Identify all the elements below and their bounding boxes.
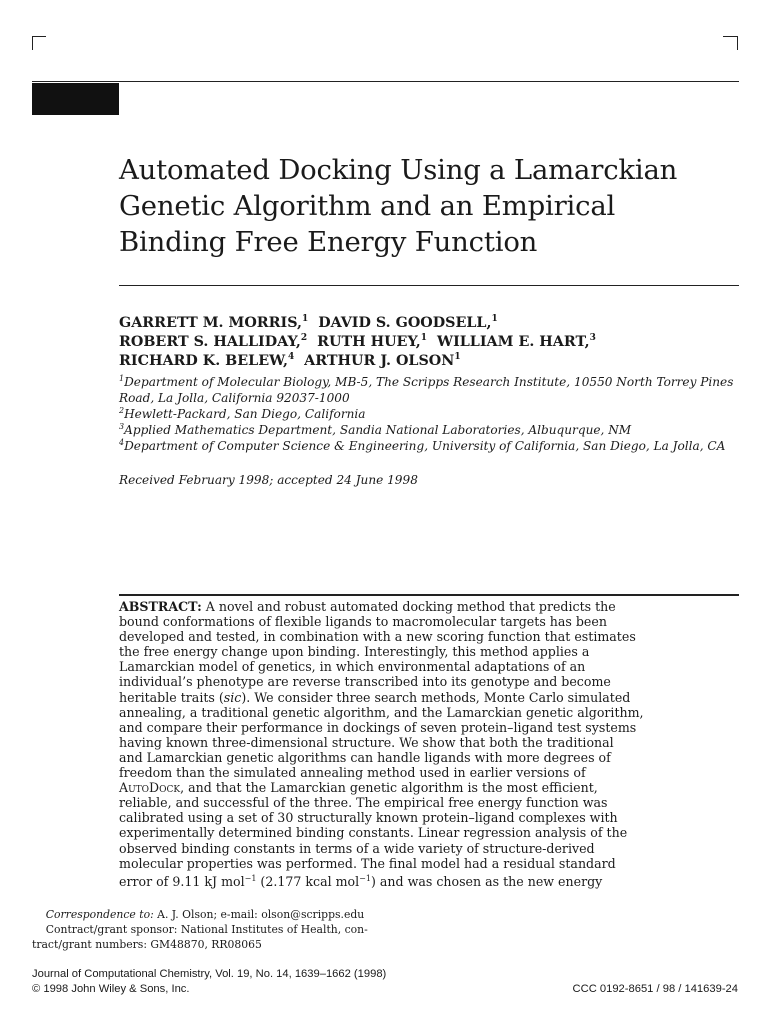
author-list: GARRETT M. MORRIS,$^1$ DAVID S. GOODSELL,$^1$ ROBERT S. HALLIDAY,$^2$ RUTH HUEY,$^1$ WILLIAM E. HART,$^3$ RICHARD K. BELEW,$^4$ ARTHUR J. OLSON$^1$: [119, 314, 596, 369]
affiliation-2: $^2$Hewlett-Packard, San Diego, California: [119, 406, 366, 421]
title-line: Genetic Algorithm and an Empirical: [119, 190, 616, 222]
author-name: WILLIAM E. HART,: [437, 334, 590, 350]
author-name: DAVID S. GOODSELL,: [318, 315, 492, 331]
crop-mark-left-vertical: [32, 36, 33, 50]
affiliation-1: $^1$Department of Molecular Biology, MB-5, The Scripps Research Institute, 10550 North Torrey Pines: [119, 374, 734, 389]
author-name: RUTH HUEY,: [317, 334, 421, 350]
author-name: RICHARD K. BELEW,: [119, 353, 288, 369]
title-line: Automated Docking Using a Lamarckian: [119, 154, 678, 186]
crop-mark-right-horizontal: [723, 36, 737, 37]
affiliation-1-cont: Road, La Jolla, California 92037-1000: [119, 391, 350, 405]
crop-mark-right-vertical: [737, 36, 738, 50]
abstract-label: ABSTRACT:: [119, 599, 202, 614]
affiliations: [119, 374, 744, 454]
ccc-code: CCC 0192-8651 / 98 / 141639-24: [572, 983, 738, 995]
title-rule: [119, 285, 739, 286]
article-title: [119, 152, 759, 260]
author-name: ARTHUR J. OLSON: [304, 353, 455, 369]
author-name: GARRETT M. MORRIS,: [119, 315, 303, 331]
header-rule: [32, 81, 739, 82]
affiliation-3: $^3$Applied Mathematics Department, Sandia National Laboratories, Albuqurque, NM: [119, 422, 632, 437]
autodock-name: AutoDock: [119, 780, 181, 796]
title-line: Binding Free Energy Function: [119, 226, 538, 258]
affiliation-4: $^4$Department of Computer Science & Engineering, University of California, San Diego, La Jolla, CA: [119, 438, 726, 453]
author-name: ROBERT S. HALLIDAY,: [119, 334, 301, 350]
header-black-tab: [32, 83, 119, 115]
crop-mark-left-horizontal: [32, 36, 46, 37]
correspondence-footnote: Correspondence to: A. J. Olson; e-mail: olson@scripps.edu Contract/grant sponsor: National Institutes of Health, con- tract/grant numbers: GM48870, RR08065: [32, 908, 368, 951]
received-date: Received February 1998; accepted 24 June 1998: [119, 473, 418, 487]
abstract-rule: [119, 594, 739, 596]
journal-info: Journal of Computational Chemistry, Vol. 19, No. 14, 1639–1662 (1998) © 1998 John Wiley & Sons, Inc.: [32, 968, 387, 995]
correspondence-email: A. J. Olson; e-mail: olson@scripps.edu: [153, 908, 365, 921]
abstract: ABSTRACT: A novel and robust automated docking method that predicts the bound conformations of flexible ligands to macromolecular targets has been developed and tested, in combination with a new scoring function that estimates the free energy change upon binding. Interestingly, this method applies a Lamarckian model of genetics, in which environmental adaptations of an individual’s phenotype are reverse transcribed into its genotype and become heritable traits (sic). We consider three search methods, Monte Carlo simulated annealing, a traditional genetic algorithm, and the Lamarckian genetic algorithm, and compare their performance in dockings of seven protein–ligand test systems having known three-dimensional structure. We show that both the traditional and Lamarckian genetic algorithms can handle ligands with more degrees of freedom than the simulated annealing method used in earlier versions of AutoDock, and that the Lamarckian genetic algorithm is the most efficient, reliable, and successful of the three. The empirical free energy function was calibrated using a set of 30 structurally known protein–ligand complexes with experimentally determined binding constants. Linear regression analysis of the observed binding constants in terms of a wide variety of structure-derived molecular properties was performed. The final model had a residual standard error of 9.11 kJ mol$^{-1}$ (2.177 kcal mol$^{-1}$) and was chosen as the new energy: [119, 599, 644, 889]
